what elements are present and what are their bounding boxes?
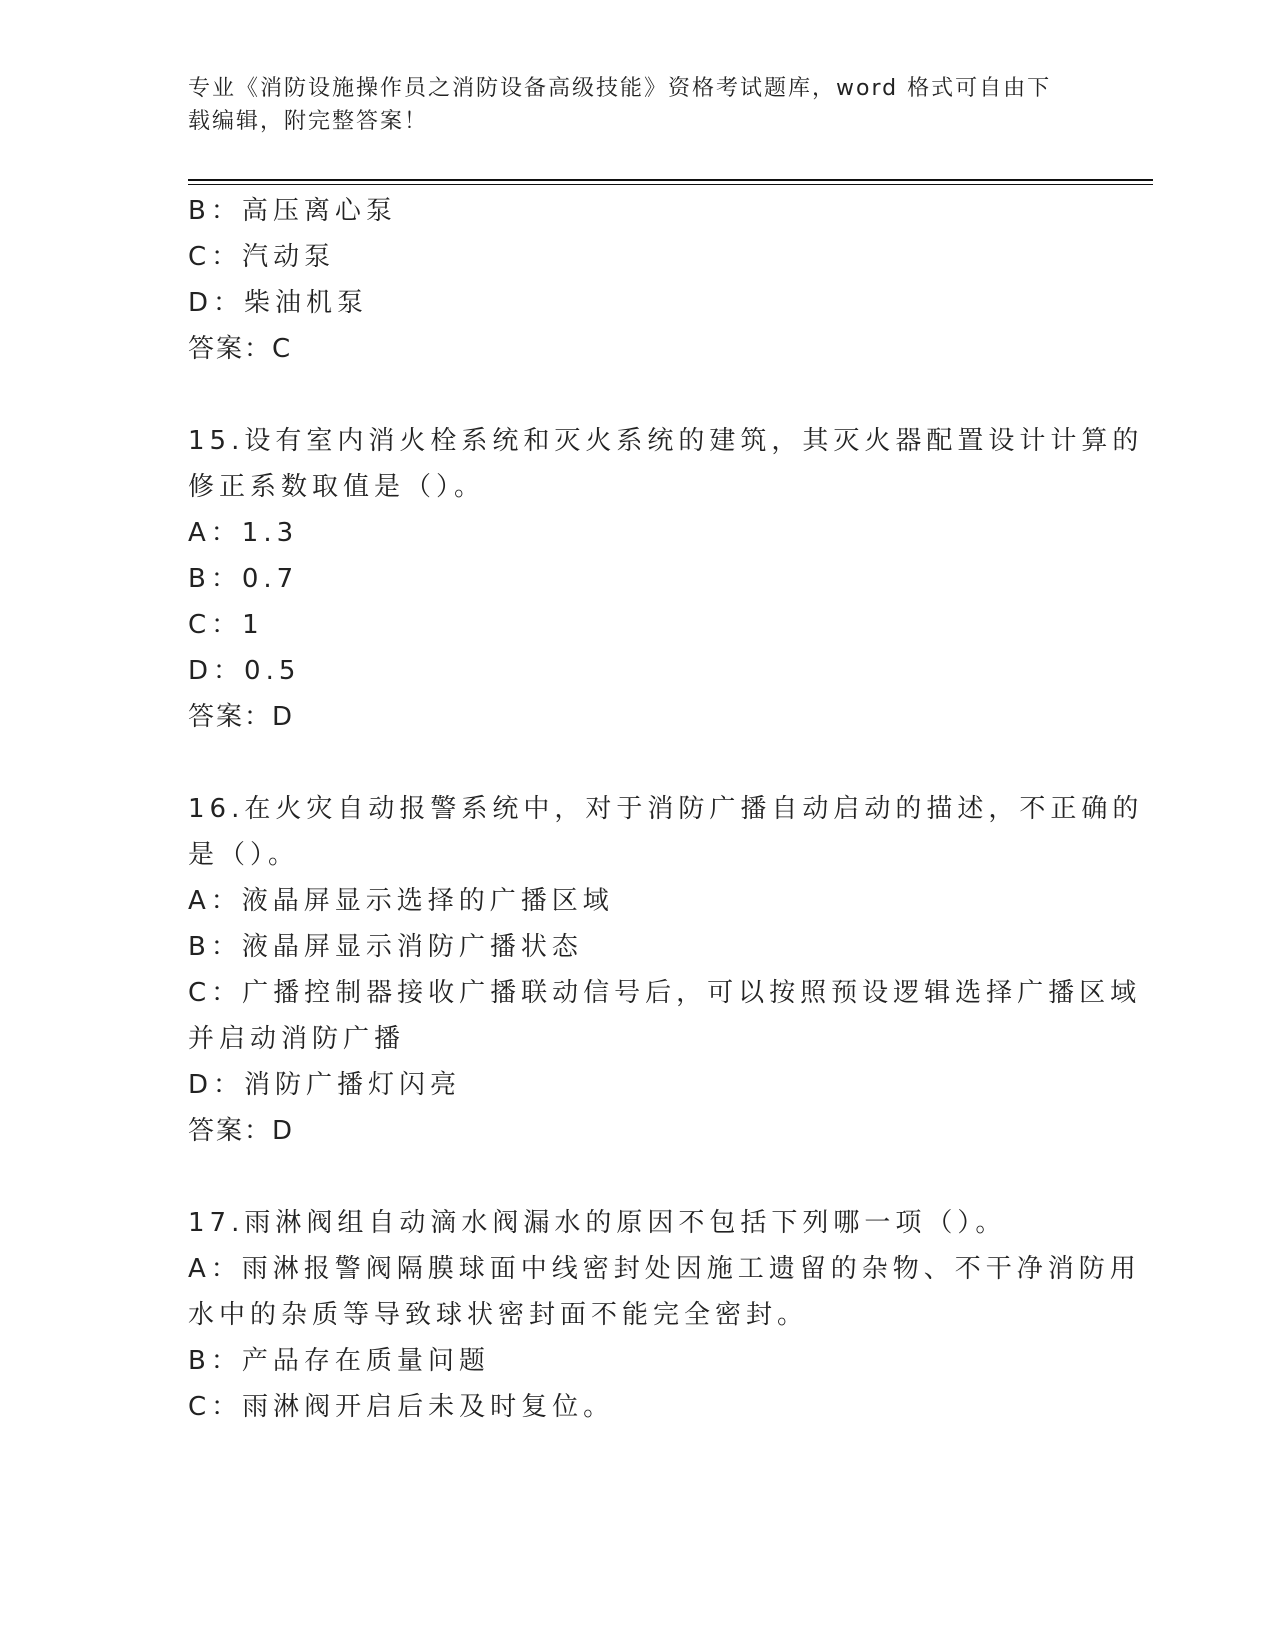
option-c: C：1	[188, 610, 264, 640]
option-d: D：消防广播灯闪亮	[188, 1070, 462, 1100]
option-b: B：0.7	[188, 564, 299, 594]
header-line-2: 载编辑，附完整答案！	[188, 109, 429, 134]
question-content	[188, 188, 1144, 1430]
question-text-line: 是（）。	[188, 840, 300, 870]
question-text-line: 16.在火灾自动报警系统中，对于消防广播自动启动的描述，不正确的	[188, 794, 1144, 824]
question-text-line: 15.设有室内消火栓系统和灭火系统的建筑，其灭火器配置设计计算的	[188, 426, 1144, 456]
option-a-continued: 水中的杂质等导致球状密封面不能完全密封。	[188, 1300, 809, 1330]
option-c: C：广播控制器接收广播联动信号后，可以按照预设逻辑选择广播区域	[188, 978, 1142, 1008]
answer: 答案：C	[188, 334, 293, 364]
document-header	[188, 72, 1088, 138]
option-c: C：汽动泵	[188, 242, 336, 272]
option-b: B：高压离心泵	[188, 196, 397, 226]
option-c-continued: 并启动消防广播	[188, 1024, 406, 1054]
header-line-1: 专业《消防设施操作员之消防设备高级技能》资格考试题库，word 格式可自由下	[188, 76, 1052, 101]
option-d: D：柴油机泵	[188, 288, 369, 318]
question-text-line: 17.雨淋阀组自动滴水阀漏水的原因不包括下列哪一项（）。	[188, 1208, 1007, 1238]
prev-question	[188, 188, 1078, 372]
option-b: B：产品存在质量问题	[188, 1346, 490, 1376]
option-a: A：液晶屏显示选择的广播区域	[188, 886, 614, 916]
option-a: A：1.3	[188, 518, 299, 548]
question-16	[188, 786, 1144, 1154]
option-d: D：0.5	[188, 656, 301, 686]
header-divider-thin	[188, 184, 1153, 185]
answer: 答案：D	[188, 1116, 295, 1146]
header-divider-thick	[188, 179, 1153, 181]
answer: 答案：D	[188, 702, 295, 732]
spacer	[188, 372, 1078, 418]
option-c: C：雨淋阀开启后未及时复位。	[188, 1392, 615, 1422]
spacer	[188, 740, 1078, 786]
question-17	[188, 1200, 1141, 1430]
question-text-line: 修正系数取值是（）。	[188, 472, 486, 502]
option-b: B：液晶屏显示消防广播状态	[188, 932, 583, 962]
question-15	[188, 418, 1144, 740]
spacer	[188, 1154, 1078, 1200]
option-a: A：雨淋报警阀隔膜球面中线密封处因施工遗留的杂物、不干净消防用	[188, 1254, 1141, 1284]
